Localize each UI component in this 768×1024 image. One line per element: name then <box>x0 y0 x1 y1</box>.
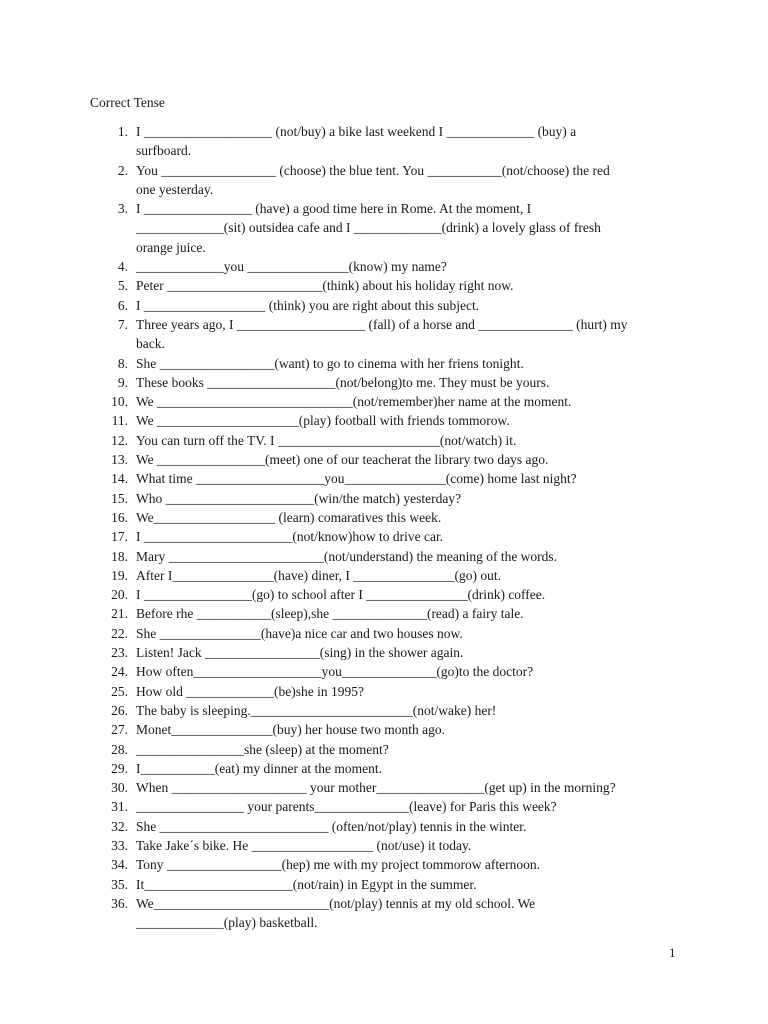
exercise-number: 13. <box>111 452 128 468</box>
exercise-item <box>0 257 768 276</box>
exercise-item <box>0 547 768 566</box>
exercise-item <box>0 161 768 200</box>
exercise-text-line: ________________she (sleep) at the moment? <box>136 741 389 757</box>
exercise-text-line: We _____________________(play) football with friends tommorow. <box>136 413 510 429</box>
exercise-text-line: She _______________(have)a nice car and two houses now. <box>136 625 463 641</box>
exercise-number: 33. <box>111 837 128 853</box>
exercise-item <box>0 855 768 874</box>
exercise-text-line: Mary _______________________(not/understand) the meaning of the words. <box>136 548 558 564</box>
exercise-text-line: She _________________________ (often/not/play) tennis in the winter. <box>136 818 527 834</box>
exercise-item <box>0 778 768 797</box>
exercise-item <box>0 643 768 662</box>
exercise-number: 17. <box>111 529 128 545</box>
exercise-number: 1. <box>117 124 128 139</box>
exercise-number: 5. <box>117 278 128 294</box>
exercise-item <box>0 894 768 933</box>
exercise-text-line: Monet_______________(buy) her house two month ago. <box>136 722 445 738</box>
exercise-number: 28. <box>111 741 128 757</box>
exercise-item <box>0 662 768 681</box>
exercise-text-line: How often___________________you______________(go)to the doctor? <box>136 664 534 680</box>
exercise-text-line: Listen! Jack _________________(sing) in the shower again. <box>136 645 464 661</box>
exercise-item <box>0 296 768 315</box>
exercise-number: 27. <box>111 722 128 738</box>
exercise-number: 7. <box>117 316 128 332</box>
exercise-number: 23. <box>111 645 128 661</box>
exercise-text-line: We ________________(meet) one of our teacherat the library two days ago. <box>136 452 549 468</box>
exercise-item <box>0 122 768 161</box>
exercise-item <box>0 566 768 585</box>
exercise-item <box>0 469 768 488</box>
exercise-text-line: ________________ your parents______________(leave) for Paris this week? <box>136 799 557 815</box>
exercise-number: 6. <box>117 297 128 313</box>
exercise-number: 24. <box>111 664 128 680</box>
exercise-item <box>0 585 768 604</box>
exercise-item <box>0 276 768 295</box>
exercise-item <box>0 315 768 354</box>
exercise-number: 21. <box>111 606 128 622</box>
exercise-item <box>0 354 768 373</box>
exercise-item <box>0 875 768 894</box>
exercise-number: 3. <box>117 201 128 217</box>
exercise-number: 8. <box>117 355 128 371</box>
exercise-number: 22. <box>111 625 128 641</box>
exercise-text-line: Take Jake´s bike. He __________________ (not/use) it today. <box>136 837 472 853</box>
exercise-list <box>0 122 768 932</box>
exercise-number: 4. <box>117 259 128 275</box>
exercise-text-line: I___________(eat) my dinner at the moment. <box>136 760 382 776</box>
exercise-number: 2. <box>117 162 128 178</box>
exercise-text-line: _____________(play) basketball. <box>136 915 318 931</box>
exercise-number: 15. <box>111 490 128 506</box>
exercise-text-line: She _________________(want) to go to cinema with her friens tonight. <box>136 355 524 371</box>
exercise-text-line: I ________________ (have) a good time here in Rome. At the moment, I <box>136 201 532 217</box>
exercise-item <box>0 199 768 257</box>
exercise-number: 12. <box>111 432 128 448</box>
exercise-text-line: I ______________________(not/know)how to drive car. <box>136 529 444 545</box>
exercise-item <box>0 720 768 739</box>
exercise-text-line: You can turn off the TV. I ________________________(not/watch) it. <box>136 432 517 448</box>
exercise-number: 10. <box>111 394 128 410</box>
exercise-number: 18. <box>111 548 128 564</box>
exercise-text-line: Who ______________________(win/the match) yesterday? <box>136 490 462 506</box>
exercise-item <box>0 392 768 411</box>
exercise-number: 19. <box>111 567 128 583</box>
exercise-item <box>0 836 768 855</box>
exercise-number: 30. <box>111 780 128 796</box>
exercise-text-line: When ____________________ your mother________________(get up) in the morning? <box>136 780 616 796</box>
exercise-item <box>0 797 768 816</box>
page-number: 1 <box>669 945 676 960</box>
exercise-item <box>0 817 768 836</box>
exercise-text-line: What time ___________________you_______________(come) home last night? <box>136 471 577 487</box>
exercise-text-line: It______________________(not/rain) in Egypt in the summer. <box>136 876 477 892</box>
exercise-text-line: Tony _________________(hep) me with my project tommorow afternoon. <box>136 857 540 873</box>
exercise-item <box>0 373 768 392</box>
exercise-text-line: surfboard. <box>136 143 192 159</box>
exercise-item <box>0 740 768 759</box>
page-title: Correct Tense <box>90 95 165 110</box>
exercise-number: 34. <box>111 857 128 873</box>
exercise-text-line: _____________(sit) outsidea cafe and I _____________(drink) a lovely glass of fresh <box>136 220 601 236</box>
exercise-item <box>0 431 768 450</box>
exercise-item <box>0 527 768 546</box>
exercise-number: 11. <box>111 413 128 429</box>
exercise-number: 26. <box>111 702 128 718</box>
exercise-text-line: The baby is sleeping.________________________(not/wake) her! <box>136 702 497 718</box>
exercise-number: 25. <box>111 683 128 699</box>
exercise-text-line: How old _____________(be)she in 1995? <box>136 683 364 699</box>
exercise-number: 32. <box>111 818 128 834</box>
exercise-text-line: These books ___________________(not/belong)to me. They must be yours. <box>136 374 550 390</box>
exercise-number: 16. <box>111 509 128 525</box>
exercise-item <box>0 604 768 623</box>
exercise-item <box>0 682 768 701</box>
exercise-text-line: After I_______________(have) diner, I _______________(go) out. <box>136 567 502 583</box>
exercise-text-line: one yesterday. <box>136 181 214 197</box>
exercise-text-line: You _________________ (choose) the blue tent. You ___________(not/choose) the red <box>136 162 610 178</box>
exercise-text-line: orange juice. <box>136 239 206 255</box>
exercise-item <box>0 489 768 508</box>
exercise-text-line: We__________________________(not/play) tennis at my old school. We <box>136 895 536 911</box>
exercise-item <box>0 411 768 430</box>
exercise-text-line: Before rhe ___________(sleep),she ______________(read) a fairy tale. <box>136 606 524 622</box>
exercise-number: 29. <box>111 760 128 776</box>
exercise-text-line: _____________you _______________(know) my name? <box>136 259 447 275</box>
exercise-text-line: Peter _______________________(think) about his holiday right now. <box>136 278 514 294</box>
exercise-item <box>0 701 768 720</box>
exercise-item <box>0 759 768 778</box>
exercise-text-line: back. <box>136 336 165 352</box>
exercise-text-line: We _____________________________(not/remember)her name at the moment. <box>136 394 572 410</box>
exercise-text-line: Three years ago, I ___________________ (fall) of a horse and ______________ (hurt) my <box>136 316 628 332</box>
exercise-text-line: I ________________(go) to school after I _______________(drink) coffee. <box>136 587 546 603</box>
exercise-text-line: I __________________ (think) you are right about this subject. <box>136 297 480 313</box>
exercise-text-line: We__________________ (learn) comaratives this week. <box>136 509 442 525</box>
exercise-number: 36. <box>111 895 128 911</box>
exercise-number: 20. <box>111 587 128 603</box>
exercise-text-line: I ___________________ (not/buy) a bike last weekend I _____________ (buy) a <box>136 124 577 139</box>
exercise-number: 9. <box>117 374 128 390</box>
exercise-item <box>0 624 768 643</box>
exercise-number: 14. <box>111 471 128 487</box>
exercise-number: 35. <box>111 876 128 892</box>
exercise-item <box>0 450 768 469</box>
exercise-number: 31. <box>111 799 128 815</box>
exercise-item <box>0 508 768 527</box>
